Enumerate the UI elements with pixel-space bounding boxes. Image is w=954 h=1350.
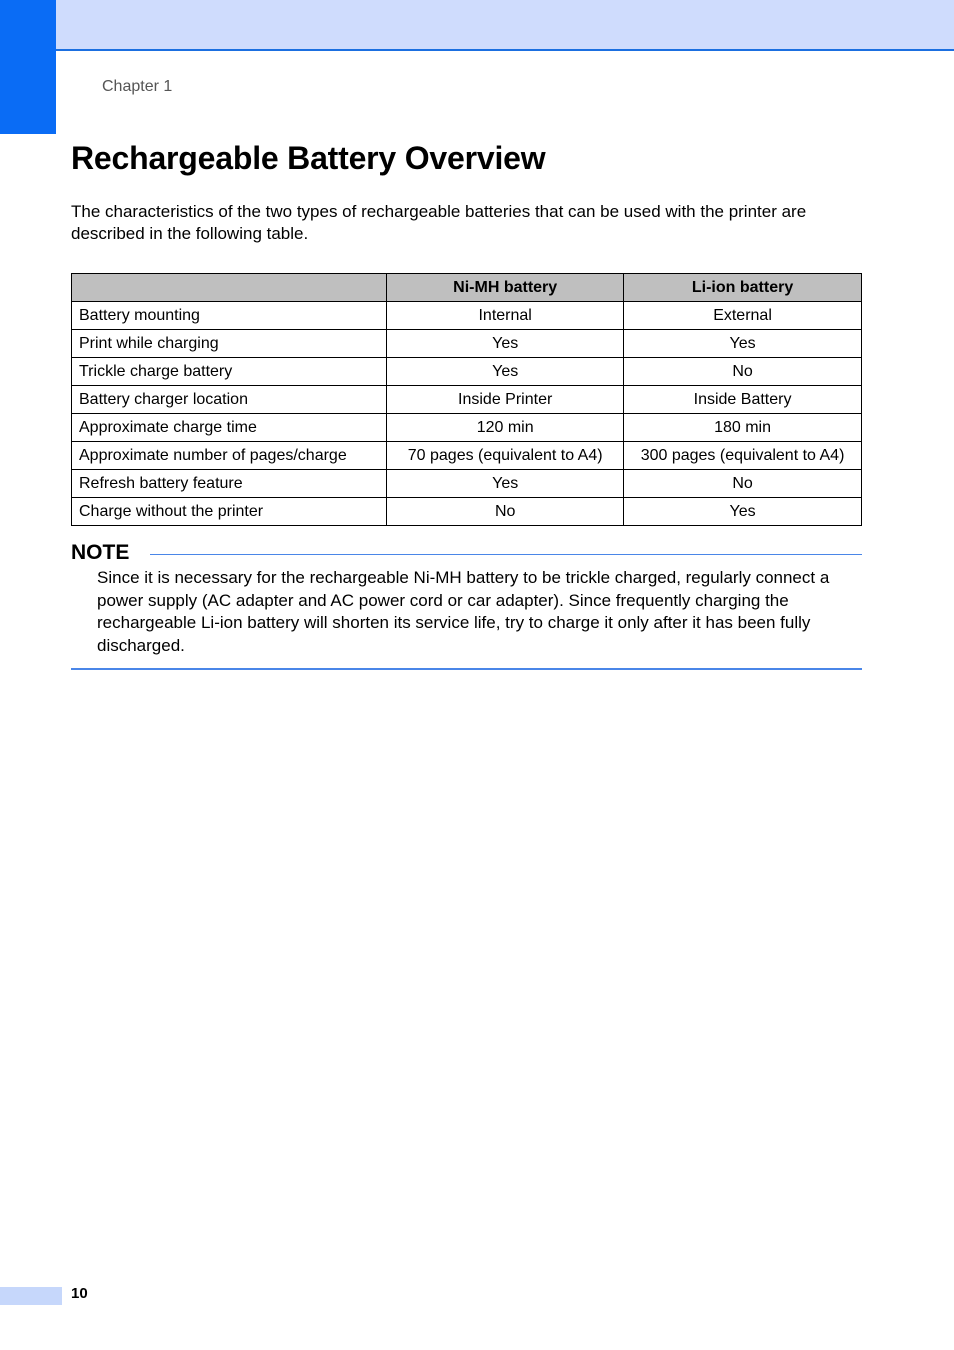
nimh-value: Yes [387,330,624,358]
battery-comparison-table [71,273,862,526]
nimh-value: Inside Printer [387,386,624,414]
row-label: Approximate charge time [72,414,387,442]
nimh-value: 70 pages (equivalent to A4) [387,442,624,470]
chapter-label: Chapter 1 [102,78,173,95]
liion-value: 300 pages (equivalent to A4) [624,442,862,470]
table-row [72,386,862,414]
nimh-value: Yes [387,358,624,386]
table-row [72,470,862,498]
header-band [0,0,954,51]
table-row [72,414,862,442]
page-title: Rechargeable Battery Overview [71,140,546,176]
table-header-cell: Li-ion battery [624,274,862,302]
liion-value: External [624,302,862,330]
chapter-tab [0,0,56,134]
row-label: Refresh battery feature [72,470,387,498]
liion-value: No [624,358,862,386]
liion-value: No [624,470,862,498]
note-bottom-rule [71,668,862,670]
note-top-rule [150,554,862,555]
table-row [72,330,862,358]
liion-value: Yes [624,330,862,358]
footer-bar [0,1287,62,1305]
nimh-value: Yes [387,470,624,498]
liion-value: 180 min [624,414,862,442]
row-label: Charge without the printer [72,498,387,526]
note-heading: NOTE [71,541,130,564]
liion-value: Yes [624,498,862,526]
row-label: Battery charger location [72,386,387,414]
table-row [72,498,862,526]
row-label: Print while charging [72,330,387,358]
liion-value: Inside Battery [624,386,862,414]
table-header-row [72,274,862,302]
page-number: 10 [71,1285,88,1302]
row-label: Battery mounting [72,302,387,330]
row-label: Approximate number of pages/charge [72,442,387,470]
nimh-value: No [387,498,624,526]
note-text: Since it is necessary for the rechargeable Ni-MH battery to be trickle charged, regularly connect a power supply (AC adapter and AC power cord or car adapter). Since frequently charging the rechargeable Li-ion battery will shorten its service life, try to charge it only after it has been fully discharged. [97,568,830,655]
table-header-cell: Ni-MH battery [387,274,624,302]
table-row [72,302,862,330]
intro-paragraph: The characteristics of the two types of rechargeable batteries that can be used with the printer are described in the following table. [71,202,807,243]
row-label: Trickle charge battery [72,358,387,386]
nimh-value: Internal [387,302,624,330]
nimh-value: 120 min [387,414,624,442]
table-header-cell [72,274,387,302]
table-row [72,358,862,386]
table-row [72,442,862,470]
